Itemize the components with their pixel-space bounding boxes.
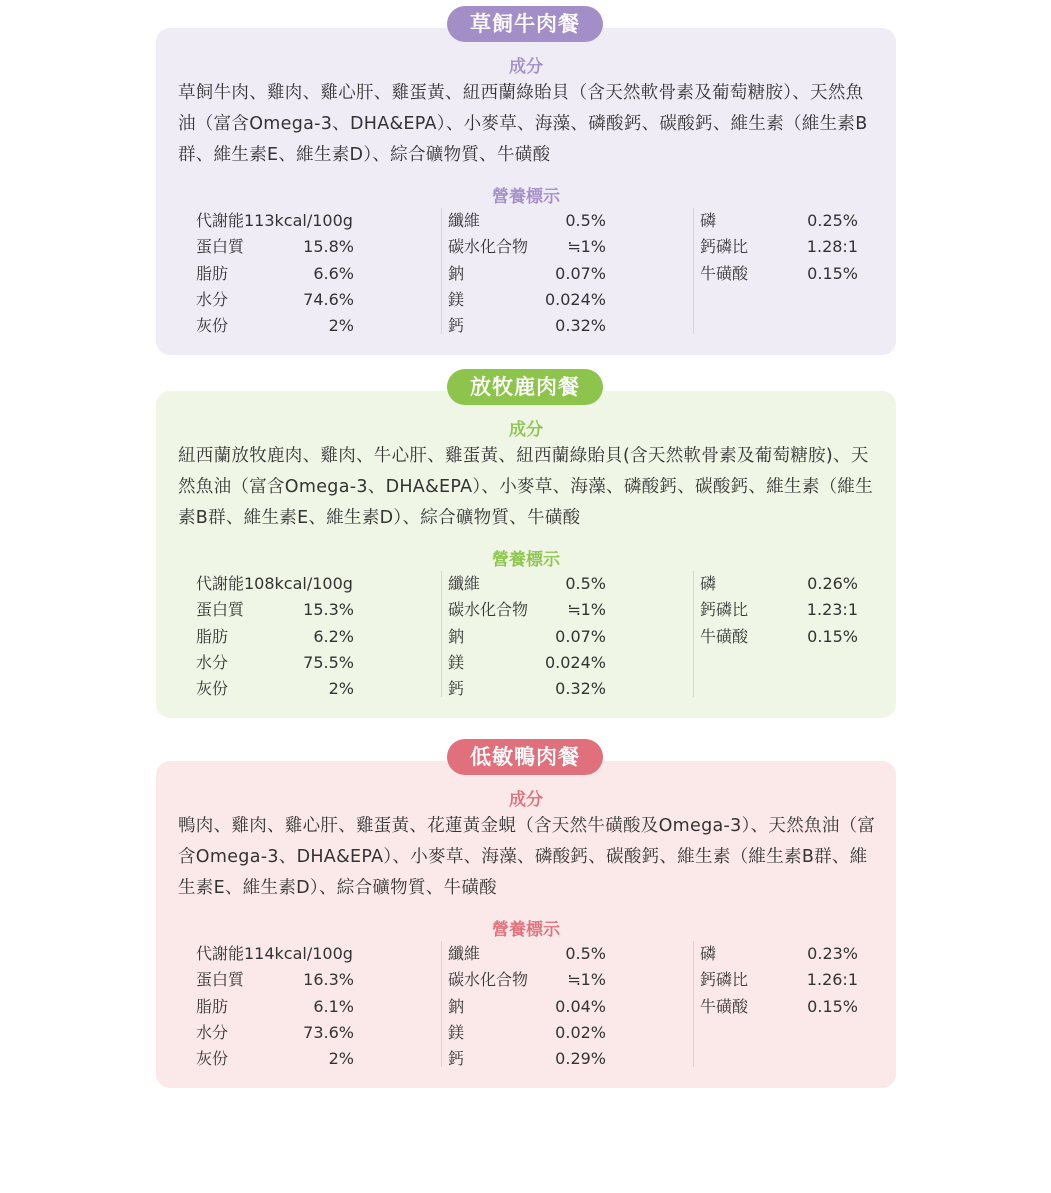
nutrient-name: 碳水化合物	[448, 970, 529, 990]
nutrition-row	[196, 261, 406, 287]
nutrition-row	[700, 261, 910, 287]
nutrient-value: 75.5%	[303, 652, 354, 672]
nutrient-value: 0.07%	[555, 626, 606, 646]
nutrient-value: 15.3%	[303, 600, 354, 620]
nutrient-value: 1.23:1	[806, 600, 858, 620]
nutrient-name: 脂肪	[196, 263, 229, 283]
nutrition-column-3	[700, 571, 910, 650]
nutrition-row	[448, 1020, 658, 1046]
nutrient-name: 牛磺酸	[700, 996, 749, 1016]
nutrition-row	[196, 571, 406, 597]
nutrient-value: 0.04%	[555, 996, 606, 1016]
nutrition-row	[448, 234, 658, 260]
nutrient-value: 73.6%	[303, 1022, 354, 1042]
nutrition-row	[448, 676, 658, 702]
ingredients-text: 鴨肉、雞肉、雞心肝、雞蛋黃、花蓮黃金蜆（含天然牛磺酸及Omega-3）、天然魚油（富含Omega-3、DHA&EPA）、小麥草、海藻、磷酸鈣、碳酸鈣、維生素（維生素B群、維生素E、維生素D）、綜合礦物質、牛磺酸	[178, 816, 876, 898]
nutrient-name: 鈉	[448, 263, 465, 283]
nutrition-row	[196, 650, 406, 676]
nutrition-row	[196, 994, 406, 1020]
nutrient-value: 2%	[328, 679, 354, 699]
nutrient-value: 0.5%	[565, 574, 606, 593]
nutrient-value: 15.8%	[303, 237, 354, 257]
nutrition-row	[196, 287, 406, 313]
nutrient-name: 蛋白質	[196, 600, 245, 620]
nutrient-value: 2%	[328, 316, 354, 336]
nutrient-value: 0.15%	[807, 996, 858, 1016]
nutrient-name: 牛磺酸	[700, 263, 749, 283]
product-card-duck	[156, 761, 896, 1088]
nutrient-name: 碳水化合物	[448, 237, 529, 257]
nutrition-row	[448, 941, 658, 967]
nutrient-name: 代謝能113kcal/100g	[196, 211, 353, 230]
ingredients-title: 成分	[509, 790, 543, 810]
column-divider	[441, 571, 442, 697]
nutrient-value: 0.32%	[555, 679, 606, 699]
nutrient-name: 鎂	[448, 289, 465, 309]
nutrition-row	[196, 208, 406, 234]
nutrition-row	[196, 597, 406, 623]
nutrition-row	[196, 1020, 406, 1046]
column-divider	[441, 208, 442, 334]
nutrition-row	[196, 313, 406, 339]
nutrient-name: 鈣磷比	[700, 237, 749, 257]
nutrient-name: 水分	[196, 1022, 229, 1042]
nutrient-value: 2%	[328, 1049, 354, 1069]
nutrition-row	[196, 676, 406, 702]
nutrient-value: 16.3%	[303, 970, 354, 990]
nutrition-column-2	[448, 941, 658, 1072]
column-divider	[693, 208, 694, 334]
nutrition-column-1	[196, 941, 406, 1072]
nutrition-row	[700, 208, 910, 234]
product-card-beef	[156, 28, 896, 355]
nutrient-name: 鈉	[448, 626, 465, 646]
nutrition-title: 營養標示	[492, 920, 560, 940]
nutrient-value: 0.32%	[555, 316, 606, 336]
nutrition-row	[700, 571, 910, 597]
nutrient-value: 0.07%	[555, 263, 606, 283]
nutrient-name: 蛋白質	[196, 237, 245, 257]
nutrient-name: 灰份	[196, 1049, 229, 1069]
nutrition-row	[196, 1046, 406, 1072]
column-divider	[693, 941, 694, 1067]
ingredients-title: 成分	[509, 57, 543, 77]
nutrition-row	[448, 994, 658, 1020]
nutrient-name: 鈉	[448, 996, 465, 1016]
nutrient-value: 0.024%	[544, 652, 606, 672]
nutrient-value: 0.25%	[807, 211, 858, 230]
product-card-venison	[156, 391, 896, 718]
nutrient-name: 水分	[196, 652, 229, 672]
column-divider	[441, 941, 442, 1067]
nutrient-value: 0.15%	[807, 626, 858, 646]
nutrition-title: 營養標示	[492, 187, 560, 207]
product-name-badge-venison: 放牧鹿肉餐	[447, 369, 603, 405]
nutrient-name: 鈣	[448, 316, 465, 336]
nutrient-value: ≒1%	[567, 600, 606, 620]
nutrient-value: 74.6%	[303, 289, 354, 309]
nutrient-name: 纖維	[448, 211, 481, 230]
nutrition-row	[700, 967, 910, 993]
nutrient-name: 纖維	[448, 574, 481, 593]
nutrient-name: 灰份	[196, 679, 229, 699]
nutrient-name: 鎂	[448, 1022, 465, 1042]
nutrient-name: 磷	[700, 944, 717, 963]
nutrition-row	[448, 624, 658, 650]
nutrient-name: 鈣磷比	[700, 970, 749, 990]
nutrition-column-3	[700, 941, 910, 1020]
nutrition-column-1	[196, 208, 406, 339]
nutrition-row	[448, 650, 658, 676]
nutrient-name: 纖維	[448, 944, 481, 963]
nutrient-value: ≒1%	[567, 970, 606, 990]
nutrient-value: 0.23%	[807, 944, 858, 963]
nutrient-name: 磷	[700, 574, 717, 593]
column-divider	[693, 571, 694, 697]
nutrient-name: 鈣	[448, 1049, 465, 1069]
nutrition-row	[448, 313, 658, 339]
nutrient-value: 0.15%	[807, 263, 858, 283]
nutrient-name: 代謝能108kcal/100g	[196, 574, 353, 593]
nutrition-column-2	[448, 571, 658, 702]
nutrition-row	[700, 624, 910, 650]
nutrient-value: 6.6%	[313, 263, 354, 283]
nutrient-name: 牛磺酸	[700, 626, 749, 646]
nutrient-value: 0.29%	[555, 1049, 606, 1069]
nutrition-row	[700, 941, 910, 967]
nutrition-row	[700, 994, 910, 1020]
nutrient-name: 水分	[196, 289, 229, 309]
nutrient-name: 鈣磷比	[700, 600, 749, 620]
nutrition-row	[196, 967, 406, 993]
nutrient-name: 蛋白質	[196, 970, 245, 990]
nutrient-name: 鎂	[448, 652, 465, 672]
nutrition-row	[196, 234, 406, 260]
product-name-badge-duck: 低敏鴨肉餐	[447, 739, 603, 775]
nutrition-row	[700, 597, 910, 623]
nutrition-title: 營養標示	[492, 550, 560, 570]
nutrition-row	[448, 571, 658, 597]
nutrition-row	[448, 967, 658, 993]
nutrient-value: 1.26:1	[806, 970, 858, 990]
nutrition-row	[448, 287, 658, 313]
nutrition-row	[448, 208, 658, 234]
nutrient-value: 6.2%	[313, 626, 354, 646]
ingredients-text: 紐西蘭放牧鹿肉、雞肉、牛心肝、雞蛋黃、紐西蘭綠貽貝(含天然軟骨素及葡萄糖胺)、天然魚油（富含Omega-3、DHA&EPA）、小麥草、海藻、磷酸鈣、碳酸鈣、維生素（維生素B群、維生素E、維生素D）、綜合礦物質、牛磺酸	[178, 446, 874, 528]
ingredients-title: 成分	[509, 420, 543, 440]
nutrient-value: 1.28:1	[806, 237, 858, 257]
nutrient-value: 0.024%	[544, 289, 606, 309]
nutrient-name: 代謝能114kcal/100g	[196, 944, 353, 963]
nutrient-name: 脂肪	[196, 996, 229, 1016]
product-name-badge-beef: 草飼牛肉餐	[447, 6, 603, 42]
nutrition-column-3	[700, 208, 910, 287]
nutrition-row	[448, 261, 658, 287]
nutrient-value: 6.1%	[313, 996, 354, 1016]
nutrition-row	[196, 624, 406, 650]
ingredients-text: 草飼牛肉、雞肉、雞心肝、雞蛋黃、紐西蘭綠貽貝（含天然軟骨素及葡萄糖胺）、天然魚油（富含Omega-3、DHA&EPA）、小麥草、海藻、磷酸鈣、碳酸鈣、維生素（維生素B群、維生素E、維生素D）、綜合礦物質、牛磺酸	[178, 83, 868, 165]
nutrient-value: ≒1%	[567, 237, 606, 257]
nutrient-name: 鈣	[448, 679, 465, 699]
nutrient-name: 脂肪	[196, 626, 229, 646]
nutrition-column-2	[448, 208, 658, 339]
nutrient-value: 0.26%	[807, 574, 858, 593]
nutrient-value: 0.5%	[565, 944, 606, 963]
nutrition-row	[700, 234, 910, 260]
nutrition-row	[448, 597, 658, 623]
nutrient-value: 0.02%	[555, 1022, 606, 1042]
nutrient-name: 磷	[700, 211, 717, 230]
nutrient-name: 灰份	[196, 316, 229, 336]
nutrition-row	[196, 941, 406, 967]
nutrition-row	[448, 1046, 658, 1072]
nutrition-column-1	[196, 571, 406, 702]
nutrient-value: 0.5%	[565, 211, 606, 230]
nutrient-name: 碳水化合物	[448, 600, 529, 620]
